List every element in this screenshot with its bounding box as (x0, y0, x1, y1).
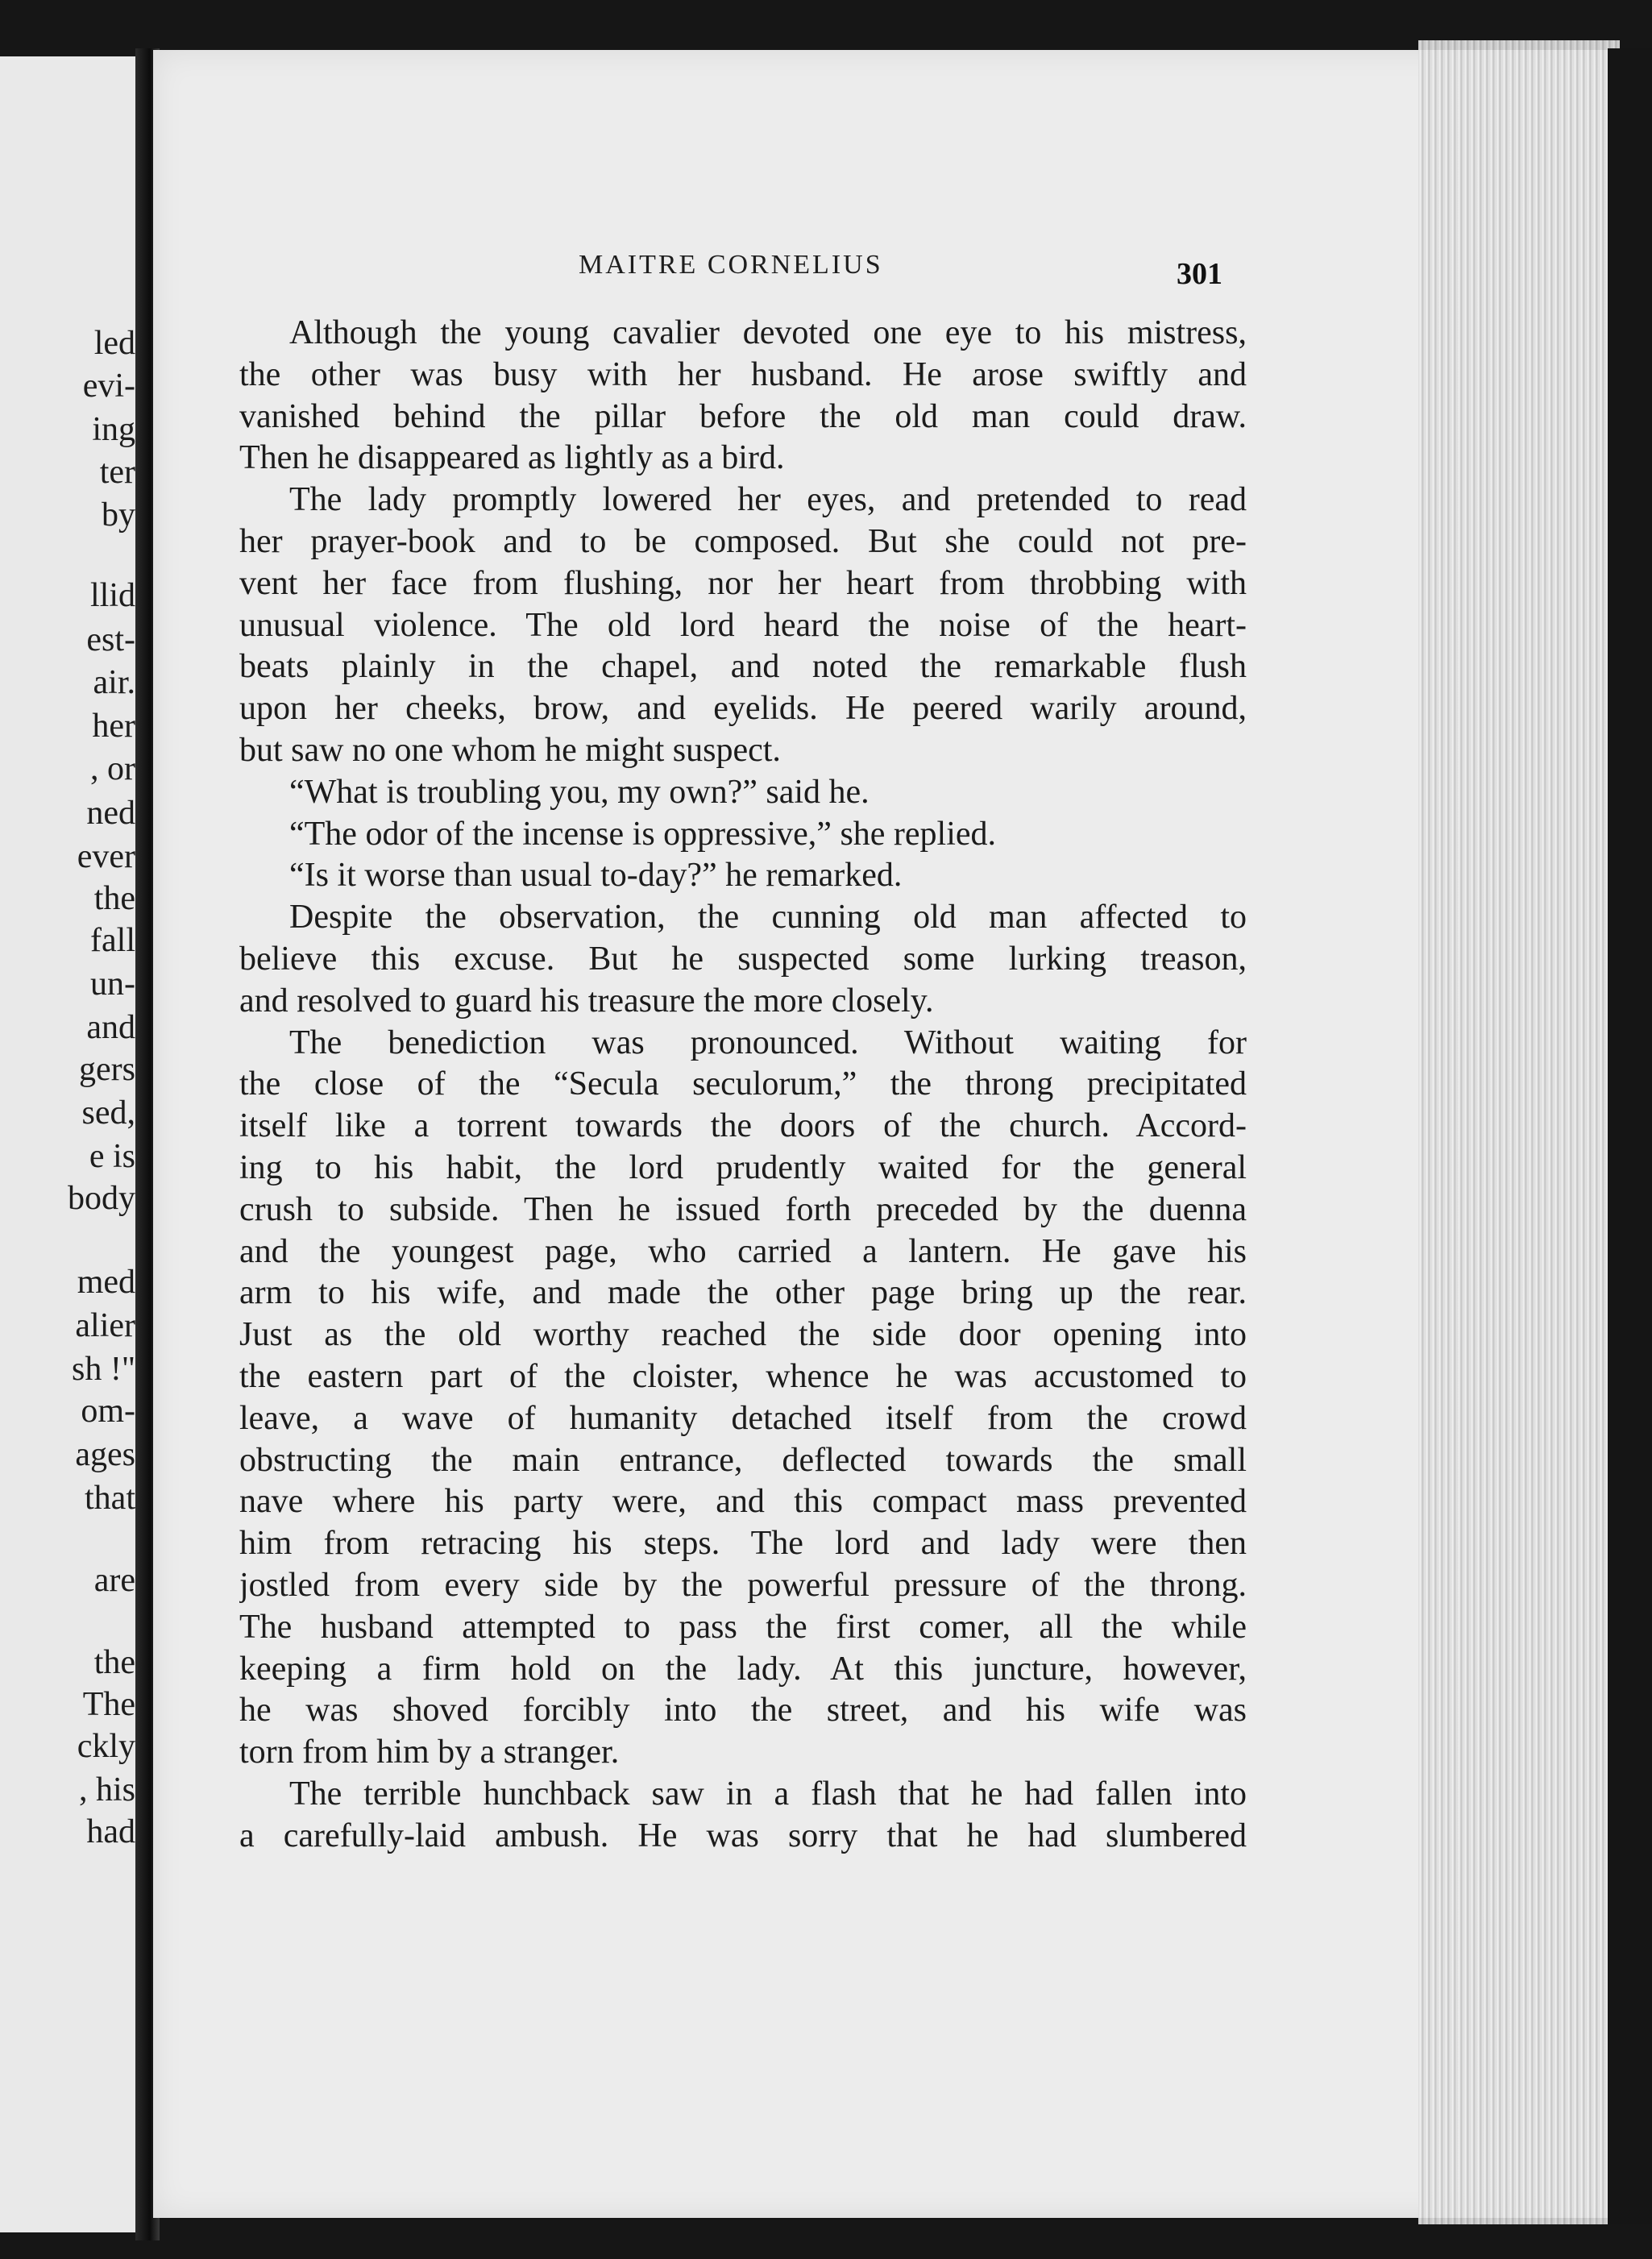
text-line: and resolved to guard his treasure the more closely. (239, 982, 934, 1019)
text-line: but saw no one whom he might suspect. (239, 731, 781, 769)
previous-page-fragment: are (93, 1562, 135, 1599)
previous-page-fragment: by (102, 496, 135, 534)
text-line: keeping a firm hold on the lady. At this juncture, however, (239, 1650, 1247, 1688)
text-line: unusual violence. The old lord heard the noise of the heart- (239, 606, 1247, 644)
text-line: “What is troubling you, my own?” said he. (289, 773, 870, 811)
previous-page-fragment: alier (75, 1307, 135, 1344)
previous-page-fragment: led (93, 325, 135, 362)
background-edge (1608, 48, 1652, 2224)
previous-page-fragment: , or (90, 750, 135, 787)
previous-page-fragment: ing (92, 411, 135, 448)
text-line: “Is it worse than usual to-day?” he remarked. (289, 857, 903, 895)
text-line: The benediction was pronounced. Without waiting for (289, 1024, 1247, 1061)
text-line: a carefully-laid ambush. He was sorry that he had slumbered (239, 1817, 1247, 1854)
text-line: vent her face from flushing, nor her heart from throbbing with (239, 564, 1247, 602)
text-line: jostled from every side by the powerful pressure of the throng. (239, 1566, 1247, 1604)
previous-page-fragment: body (68, 1180, 135, 1217)
previous-page-fragment: ckly (77, 1728, 135, 1765)
text-line: the other was busy with her husband. He arose swiftly and (239, 355, 1247, 393)
text-line: vanished behind the pillar before the old man could draw. (239, 397, 1247, 435)
previous-page-fragment: med (77, 1264, 135, 1301)
text-line: The husband attempted to pass the first comer, all the while (239, 1608, 1247, 1646)
previous-page-fragment: un- (90, 965, 135, 1003)
previous-page-fragment: and (86, 1009, 135, 1046)
previous-page-fragment: that (85, 1480, 135, 1517)
text-line: leave, a wave of humanity detached itself from the crowd (239, 1399, 1247, 1437)
text-line: and the youngest page, who carried a lantern. He gave his (239, 1232, 1247, 1270)
text-line: itself like a torrent towards the doors of the church. Accord- (239, 1107, 1247, 1145)
previous-page-edge (0, 56, 139, 2232)
text-line: the eastern part of the cloister, whence he was accustomed to (239, 1357, 1247, 1395)
text-line: “The odor of the incense is oppressive,” she replied. (289, 815, 997, 853)
previous-page-fragment: The (82, 1686, 135, 1723)
previous-page-fragment: her (92, 708, 135, 745)
previous-page-fragment: ter (99, 454, 135, 491)
page-number: 301 (1177, 257, 1222, 291)
text-line: nave where his party were, and this compact mass prevented (239, 1483, 1247, 1521)
body-text (239, 313, 1247, 1857)
previous-page-fragment: ages (75, 1436, 135, 1473)
text-line: The lady promptly lowered her eyes, and pretended to read (289, 481, 1247, 519)
previous-page-fragment: the (93, 880, 135, 917)
previous-page-fragment: sed, (81, 1094, 135, 1132)
text-line: believe this excuse. But he suspected some lurking treason, (239, 940, 1247, 978)
previous-page-fragment: , his (78, 1771, 135, 1808)
previous-page-fragment: om- (81, 1393, 135, 1430)
previous-page-fragment: e is (89, 1138, 135, 1175)
previous-page-fragment: evi- (82, 368, 135, 405)
text-line: The terrible hunchback saw in a flash that he had fallen into (289, 1775, 1247, 1813)
previous-page-fragment: ever (77, 838, 135, 875)
previous-page-fragment: sh !" (72, 1351, 135, 1388)
text-line: Although the young cavalier devoted one eye to his mistress, (289, 314, 1247, 351)
text-line: beats plainly in the chapel, and noted the remarkable flush (239, 648, 1247, 686)
page-stack-edges (1418, 40, 1620, 2224)
previous-page-fragment: ned (86, 795, 135, 832)
text-line: Despite the observation, the cunning old man affected to (289, 899, 1247, 936)
previous-page-fragment: gers (79, 1051, 135, 1088)
previous-page-fragment: est- (86, 621, 135, 658)
text-line: her prayer-book and to be composed. But she could not pre- (239, 522, 1247, 560)
previous-page-fragment: fall (90, 922, 135, 959)
text-line: crush to subside. Then he issued forth preceded by the duenna (239, 1190, 1247, 1228)
text-line: ing to his habit, the lord prudently waited for the general (239, 1148, 1247, 1186)
previous-page-fragment: llid (89, 577, 135, 614)
text-line: he was shoved forcibly into the street, and his wife was (239, 1692, 1247, 1730)
previous-page-fragment: air. (93, 664, 135, 701)
text-line: arm to his wife, and made the other page bring up the rear. (239, 1274, 1247, 1312)
previous-page-fragment: had (86, 1813, 135, 1850)
text-line: Then he disappeared as lightly as a bird. (239, 439, 785, 477)
text-line: Just as the old worthy reached the side door opening into (239, 1316, 1247, 1354)
previous-page-fragment: the (93, 1644, 135, 1681)
running-head: MAITRE CORNELIUS (579, 250, 883, 280)
text-line: torn from him by a stranger. (239, 1734, 620, 1771)
text-line: him from retracing his steps. The lord and lady were then (239, 1525, 1247, 1563)
text-line: upon her cheeks, brow, and eyelids. He peered warily around, (239, 690, 1247, 728)
text-line: obstructing the main entrance, deflected towards the small (239, 1441, 1247, 1479)
text-line: the close of the “Secula seculorum,” the throng precipitated (239, 1065, 1247, 1103)
